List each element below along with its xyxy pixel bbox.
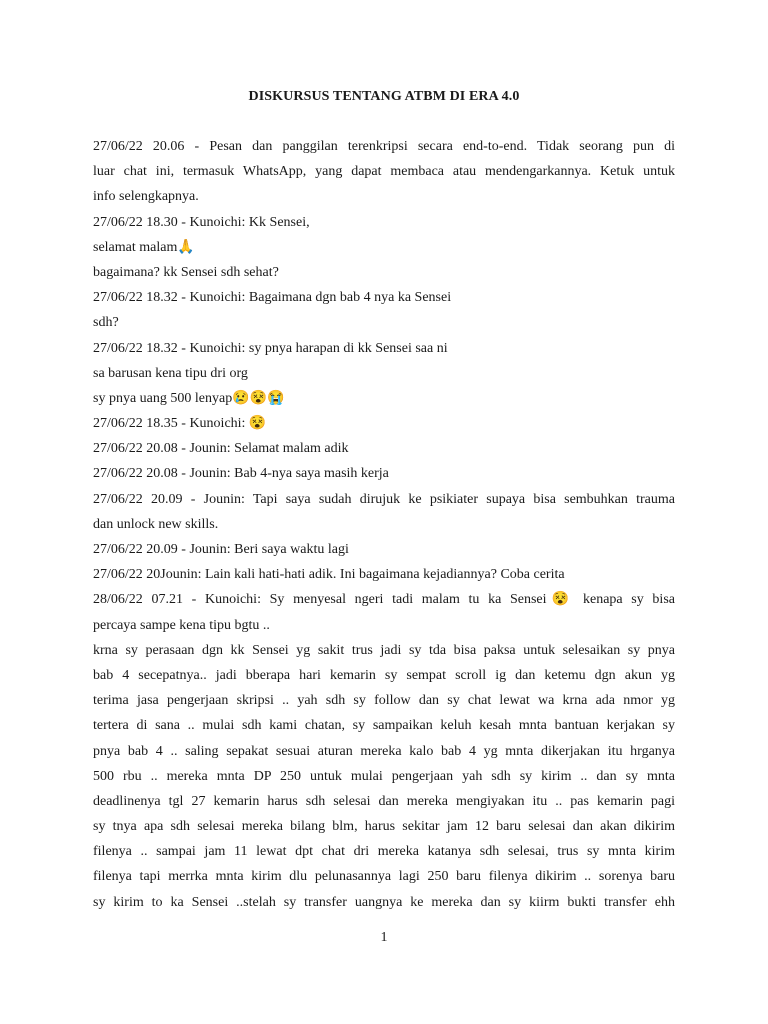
transcript-line: filenya .. sampai jam 11 lewat dpt chat dri mereka katanya sdh selesai, trus sy mnta kirim [93,844,675,860]
transcript-line: luar chat ini, termasuk WhatsApp, yang dapat membaca atau mendengarkannya. Ketuk untuk [93,164,675,180]
transcript-line: selamat malam🙏 [93,239,195,255]
transcript-line: 27/06/22 18.35 - Kunoichi: 😵 [93,416,267,432]
transcript-line: sa barusan kena tipu dri org [93,365,248,381]
transcript-line: krna sy perasaan dgn kk Sensei yg sakit trus jadi sy tda bisa paksa untuk selesaikan sy pnya [93,642,675,658]
transcript-line: terima jasa pengerjaan skripsi .. yah sdh sy follow dan sy chat lewat wa krna ada nmor yg [93,693,675,709]
transcript-line: 27/06/22 20.06 - Pesan dan panggilan terenkripsi secara end-to-end. Tidak seorang pun di [93,139,675,154]
chat-transcript-body [93,134,675,915]
transcript-line: 27/06/22 20.09 - Jounin: Tapi saya sudah dirujuk ke psikiater supaya bisa sembuhkan trauma [93,491,675,507]
transcript-line: 500 rbu .. mereka mnta DP 250 untuk mulai pengerjaan yah sdh sy kirim .. dan sy mnta [93,768,675,784]
transcript-line: sy kirim to ka Sensei ..stelah sy transfer uangnya ke mereka dan sy kiirm bukti transfer ehh [93,894,675,910]
transcript-line: bagaimana? kk Sensei sdh sehat? [93,264,279,280]
transcript-line: dan unlock new skills. [93,516,219,532]
transcript-line: 28/06/22 07.21 - Kunoichi: Sy menyesal ngeri tadi malam tu ka Sensei😵 kenapa sy bisa [93,592,675,608]
transcript-line: sy tnya apa sdh selesai mereka bilang blm, harus sekitar jam 12 baru selesai dan akan dikirim [93,819,675,835]
transcript-line: filenya tapi merrka mnta kirim dlu pelunasannya lagi 250 baru filenya dikirim .. sorenya baru [93,869,675,885]
transcript-line: 27/06/22 20.09 - Jounin: Beri saya waktu lagi [93,542,349,557]
transcript-line: tertera di sana .. mulai sdh kami chatan, sy sampaikan keluh kesah mnta bantuan kerjakan sy [93,718,675,734]
transcript-line: 27/06/22 20Jounin: Lain kali hati-hati adik. Ini bagaimana kejadiannya? Coba cerita [93,567,565,583]
transcript-line: 27/06/22 20.08 - Jounin: Selamat malam adik [93,441,349,457]
page-number: 1 [380,930,388,945]
transcript-line: 27/06/22 18.32 - Kunoichi: sy pnya harapan di kk Sensei saa ni [93,340,448,356]
transcript-line: sy pnya uang 500 lenyap😢😵😭 [93,390,285,406]
transcript-line: deadlinenya tgl 27 kemarin harus sdh selesai dan mereka mengiyakan itu .. pas kemarin pagi [93,793,675,809]
document-title: DISKURSUS TENTANG ATBM DI ERA 4.0 [248,89,520,104]
transcript-line: sdh? [93,315,119,331]
transcript-line: 27/06/22 18.30 - Kunoichi: Kk Sensei, [93,214,310,230]
transcript-line: bab 4 secepatnya.. jadi bberapa hari kemarin sy sempat scroll ig dan ketemu dgn akun yg [93,667,675,683]
transcript-line: percaya sampe kena tipu bgtu .. [93,617,270,633]
transcript-line: 27/06/22 20.08 - Jounin: Bab 4-nya saya masih kerja [93,466,389,482]
transcript-line: pnya bab 4 .. saling sepakat sesuai aturan mereka kalo bab 4 yg mnta dikerjakan itu hrganya [93,743,675,759]
transcript-line: info selengkapnya. [93,189,199,205]
transcript-line: 27/06/22 18.32 - Kunoichi: Bagaimana dgn bab 4 nya ka Sensei [93,290,452,306]
